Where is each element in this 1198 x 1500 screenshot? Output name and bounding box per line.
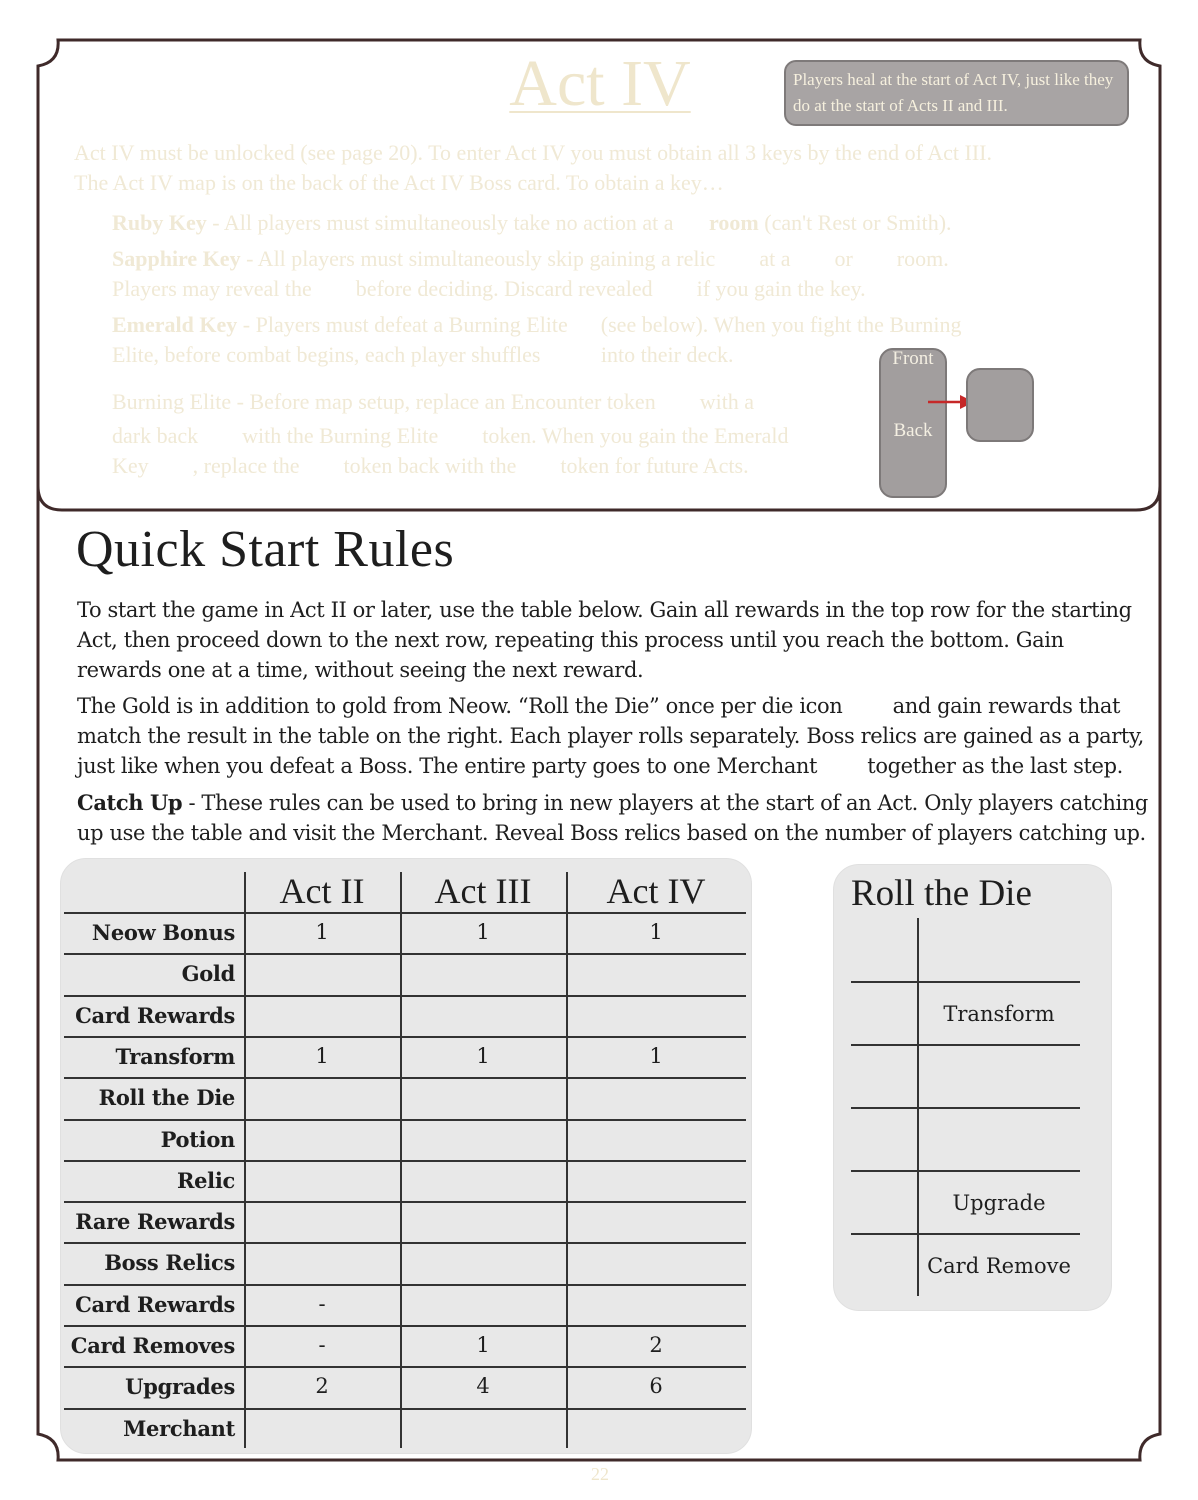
- die-row-divider: [851, 1044, 1080, 1046]
- table-cell: 1: [476, 920, 490, 944]
- sapphire-key-name: Sapphire Key: [112, 246, 241, 271]
- column-header: Act IV: [606, 871, 706, 911]
- card-back-label: Back: [893, 420, 933, 441]
- emerald-key-line-2: Elite, before combat begins, each player shuffles into their deck.: [112, 342, 734, 367]
- row-divider: [64, 1160, 746, 1162]
- table-row-label: Card Removes: [70, 1333, 235, 1358]
- row-divider: [64, 1284, 746, 1286]
- table-row-label: Rare Rewards: [75, 1209, 235, 1235]
- row-divider: [64, 1408, 746, 1410]
- catch-up-paragraph: [77, 788, 1157, 848]
- table-row-label: Upgrades: [125, 1374, 235, 1400]
- die-row-divider: [851, 1107, 1080, 1109]
- ruby-key-rule: [112, 208, 952, 238]
- ruby-key-text-b: (can't Rest or Smith).: [758, 210, 952, 235]
- sapphire-key-text-a: - All players must simultaneously skip gaining a relic at a or room.: [240, 246, 949, 271]
- table-cell: 1: [476, 1333, 490, 1357]
- emerald-key-rule: [112, 310, 961, 340]
- ruby-key-name: Ruby Key: [112, 210, 207, 235]
- boss-token-graphic: [966, 368, 1034, 442]
- table-row-label: Roll the Die: [98, 1085, 235, 1111]
- column-divider: [566, 872, 568, 1448]
- table-row-label: Relic: [176, 1167, 235, 1193]
- table-cell: 1: [649, 920, 663, 944]
- row-divider: [64, 1077, 746, 1079]
- table-cell: 1: [315, 1043, 329, 1068]
- die-row-divider: [851, 1233, 1080, 1235]
- quick-start-title: Quick Start Rules: [76, 521, 455, 578]
- column-divider: [244, 872, 246, 1448]
- act-iv-title: Act IV: [509, 47, 691, 120]
- rewards-table-panel: [60, 858, 752, 1454]
- burning-elite-line-2: dark back with the Burning Elite token. When you gain the Emerald: [112, 423, 789, 448]
- table-cell: 1: [315, 920, 329, 944]
- emerald-key-name: Emerald Key: [112, 312, 238, 337]
- catch-up-label: Catch Up: [77, 790, 183, 815]
- row-divider: [64, 1119, 746, 1121]
- row-divider: [64, 1325, 746, 1327]
- sapphire-key-rule: [112, 244, 949, 274]
- page-number: 22: [591, 1464, 609, 1484]
- roll-the-die-title: Roll the Die: [851, 873, 1032, 914]
- row-divider: [64, 1366, 746, 1368]
- heal-note-box: [784, 60, 1129, 126]
- table-cell: 2: [649, 1333, 663, 1357]
- column-divider: [400, 872, 402, 1448]
- row-divider: [64, 1242, 746, 1244]
- table-row-label: Gold: [181, 961, 235, 987]
- table-cell: -: [318, 1333, 326, 1357]
- catch-up-text: - These rules can be used to bring in new players at the start of an Act. Only players catching up use the table and visit the Merchant. Reveal Boss relics based on the number of players catching up.: [77, 791, 1148, 845]
- die-result: Card Remove: [927, 1254, 1071, 1278]
- table-cell: -: [318, 1291, 326, 1316]
- die-row-divider: [851, 981, 1080, 983]
- table-row-label: Transform: [115, 1043, 235, 1069]
- die-result: Transform: [943, 1002, 1055, 1026]
- row-divider: [64, 995, 746, 997]
- column-header: Act II: [279, 871, 365, 911]
- table-row-label: Merchant: [123, 1415, 235, 1441]
- die-row-divider: [851, 1170, 1080, 1172]
- quick-start-paragraph-1: To start the game in Act II or later, use the table below. Gain all rewards in the top row for the starting Act, then proceed down to the next row, repeating this process until you reach the bottom. Gain rewards one at a time, without seeing the next reward.: [77, 598, 1132, 682]
- act-iv-intro-line-1: Act IV must be unlocked (see page 20). To enter Act IV you must obtain all 3 keys by the end of Act III.: [74, 140, 992, 165]
- burning-elite-line-1: Burning Elite - Before map setup, replace an Encounter token with a: [112, 389, 755, 414]
- heal-note-text: Players heal at the start of Act IV, just like they do at the start of Acts II and III.: [793, 70, 1114, 115]
- table-cell: 1: [476, 1043, 490, 1068]
- quick-start-paragraph-2: The Gold is in addition to gold from Neow. “Roll the Die” once per die icon and gain rewards that match the result in the table on the right. Each player rolls separately. Boss relics are gained as a party, just like when you defeat a Boss. The entire party goes to one Merchant together as the last step.: [77, 694, 1151, 778]
- card-front-label: Front: [892, 348, 934, 369]
- emerald-key-text-a: - Players must defeat a Burning Elite (see below). When you fight the Burning: [237, 312, 962, 337]
- row-divider: [64, 1201, 746, 1203]
- ruby-key-text-a: - All players must simultaneously take no action at a: [206, 210, 680, 235]
- table-cell: 6: [649, 1374, 663, 1399]
- table-row-label: Potion: [160, 1126, 235, 1152]
- row-divider: [64, 953, 746, 955]
- burning-elite-line-3: Key , replace the token back with the token for future Acts.: [112, 453, 749, 478]
- table-row-label: Card Rewards: [75, 1291, 235, 1317]
- table-cell: 2: [315, 1374, 329, 1399]
- table-row-label: Boss Relics: [104, 1250, 235, 1276]
- table-row-label: Card Rewards: [75, 1002, 235, 1028]
- roll-the-die-panel: [833, 864, 1112, 1311]
- sapphire-key-line-2: Players may reveal the before deciding. Discard revealed if you gain the key.: [112, 276, 866, 301]
- ruby-key-room: room: [709, 210, 759, 235]
- column-header: Act III: [434, 871, 532, 911]
- row-divider: [64, 912, 746, 914]
- die-result: Upgrade: [952, 1191, 1046, 1215]
- act-iv-intro-line-2: The Act IV map is on the back of the Act IV Boss card. To obtain a key…: [74, 170, 724, 195]
- table-row-label: Neow Bonus: [91, 920, 235, 945]
- act-iv-intro: [74, 138, 1134, 198]
- table-cell: 4: [476, 1374, 490, 1399]
- row-divider: [64, 1036, 746, 1038]
- table-cell: 1: [649, 1043, 663, 1068]
